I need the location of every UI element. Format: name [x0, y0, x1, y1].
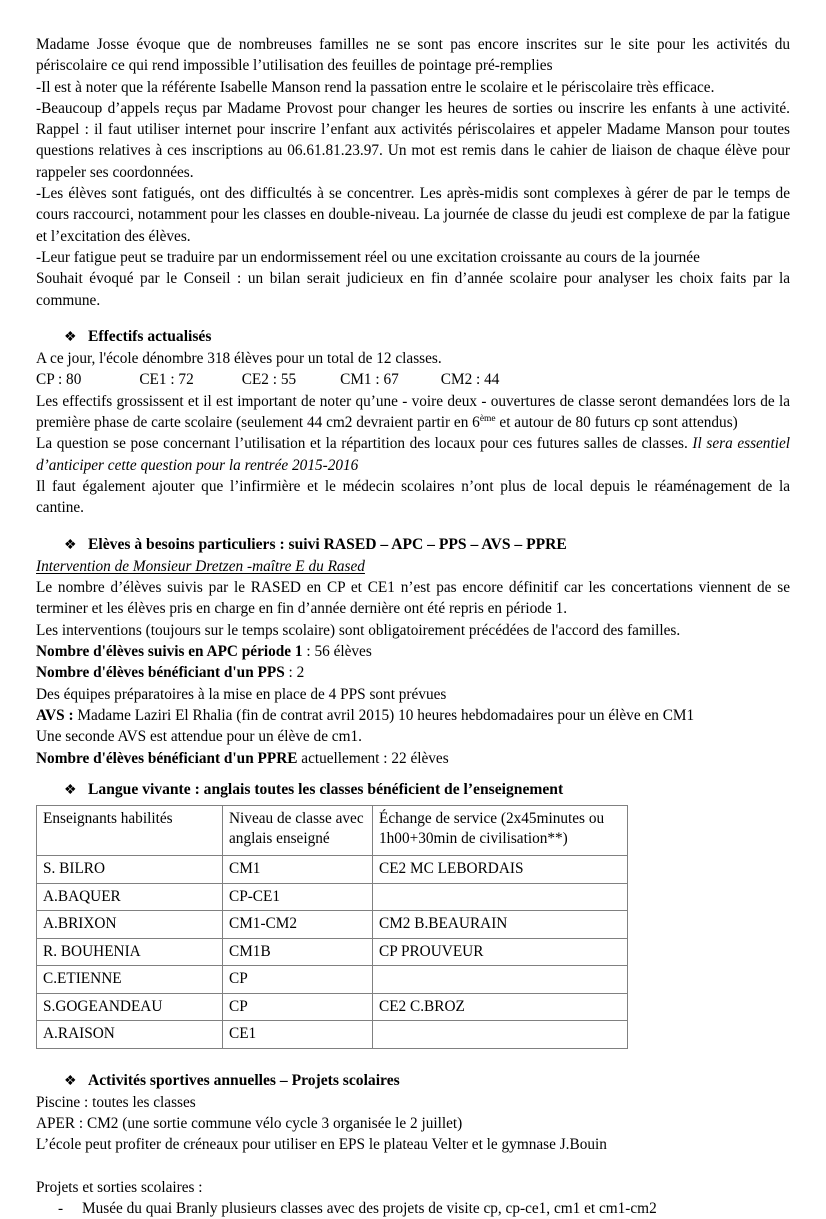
spacer-before-effectifs — [36, 311, 790, 326]
column-header-exchange: Échange de service (2x45minutes ou 1h00+30min de civilisation**) — [373, 806, 628, 856]
cell-exchange: CE2 MC LEBORDAIS — [373, 856, 628, 884]
activites-heading-label: Activités sportives annuelles – Projets scolaires — [88, 1071, 400, 1089]
projets-title: Projets et sorties scolaires : — [36, 1178, 203, 1196]
effectifs-growth-superscript: ème — [479, 413, 496, 424]
section-activites-sportives — [36, 1070, 790, 1219]
table-header-row — [37, 806, 628, 856]
effectifs-total-line: A ce jour, l'école dénombre 318 élèves pour un total de 12 classes. — [36, 350, 442, 368]
besoins-avs-line — [36, 705, 790, 726]
effectifs-growth-part1: Les effectifs grossissent et il est important de noter qu’une - voire deux - ouvertures de classe seront demandées lors de la première phase de carte scolaire (seulement 44 cm2 devraient partir en 6 — [36, 392, 790, 432]
besoins-ppre-line — [36, 748, 790, 769]
besoins-seconde-avs-paragraph: Une seconde AVS est attendue pour un élève de cm1. — [36, 728, 362, 746]
cell-level: CP — [223, 993, 373, 1021]
cell-teacher: S.GOGEANDEAU — [37, 993, 223, 1021]
section-effectifs — [36, 326, 790, 519]
langue-heading — [36, 779, 790, 801]
table-row — [37, 966, 628, 994]
bullet-diamond-icon: ❖ — [64, 537, 77, 553]
cell-exchange — [373, 883, 628, 911]
intro-paragraph-4: -Les élèves sont fatigués, ont des difficultés à se concentrer. Les après-midis sont complexes à gérer de par le temps de cours raccourci, notamment pour les classes en double-niveau. La journée de classe du jeudi est complexe de par la fatigue et l’excitation des élèves. — [36, 185, 790, 245]
cell-exchange — [373, 966, 628, 994]
locaux-italic-text: Il sera essentiel d’anticiper cette question pour la rentrée 2015-2016 — [36, 435, 790, 474]
cell-teacher: C.ETIENNE — [37, 966, 223, 994]
cell-exchange: CE2 C.BROZ — [373, 993, 628, 1021]
intro-paragraph-3: -Beaucoup d’appels reçus par Madame Provost pour changer les heures de sorties ou inscrire les enfants à une activité. Rappel : il faut utiliser internet pour inscrire l’enfant aux activités périscolaires et appeler Madame Manson pour toutes questions relatives à ces inscriptions au 06.61.81.23.97. Un mot est remis dans le cahier de liaison de chaque élève pour rappeler ses coordonnées. — [36, 99, 790, 181]
cell-level: CM1 — [223, 856, 373, 884]
besoins-heading — [36, 534, 790, 556]
ppre-value: actuellement : 22 élèves — [297, 749, 449, 767]
apc-label: Nombre d'élèves suivis en APC période 1 — [36, 643, 303, 661]
intro-paragraph-5: -Leur fatigue peut se traduire par un endormissement réel ou une excitation croissante au cours de la journée — [36, 248, 700, 266]
pps-value: : 2 — [284, 664, 305, 682]
besoins-equipes-paragraph: Des équipes préparatoires à la mise en place de 4 PPS sont prévues — [36, 685, 447, 703]
cell-teacher: A.BRIXON — [37, 911, 223, 939]
besoins-interventions-paragraph: Les interventions (toujours sur le temps scolaire) sont obligatoirement précédées de l'accord des familles. — [36, 621, 681, 639]
level-ce1: CE1 : 72 — [139, 371, 194, 389]
besoins-pps-line — [36, 662, 790, 683]
level-cm2: CM2 : 44 — [440, 371, 500, 389]
table-row — [37, 883, 628, 911]
effectifs-heading — [36, 326, 790, 348]
besoins-apc-line — [36, 641, 790, 662]
cell-level: CE1 — [223, 1021, 373, 1049]
locaux-normal-text: La question se pose concernant l’utilisation et la répartition des locaux pour ces futures salles de classes. — [36, 435, 693, 453]
cell-level: CP — [223, 966, 373, 994]
effectifs-growth-paragraph — [36, 391, 790, 434]
bullet-diamond-icon: ❖ — [64, 1073, 77, 1089]
column-header-teachers: Enseignants habilités — [37, 806, 223, 856]
table-row — [37, 1021, 628, 1049]
bullet-diamond-icon: ❖ — [64, 782, 77, 798]
besoins-intervention-line — [36, 556, 790, 577]
table-row — [37, 856, 628, 884]
apc-value: : 56 élèves — [302, 643, 372, 661]
spacer-before-projets — [36, 1156, 790, 1177]
intro-paragraph-2: -Il est à noter que la référente Isabelle Manson rend la passation entre le scolaire et le périscolaire très efficace. — [36, 78, 715, 96]
column-header-level: Niveau de classe avec anglais enseigné — [223, 806, 373, 856]
cell-level: CP-CE1 — [223, 883, 373, 911]
spacer-before-langue — [36, 769, 790, 779]
list-item — [36, 1198, 790, 1219]
section-langue-vivante — [36, 779, 790, 1049]
cell-teacher: A.RAISON — [37, 1021, 223, 1049]
effectifs-infirmiere-paragraph: Il faut également ajouter que l’infirmière et le médecin scolaires n’ont plus de local depuis le réaménagement de la cantine. — [36, 477, 790, 517]
cell-exchange — [373, 1021, 628, 1049]
table-row — [37, 911, 628, 939]
effectifs-locaux-paragraph — [36, 433, 790, 476]
intro-paragraph-1: Madame Josse évoque que de nombreuses familles ne se sont pas encore inscrites sur le site pour les activités du périscolaire ce qui rend impossible l’utilisation des feuilles de pointage pré-remplies — [36, 36, 790, 75]
ppre-label: Nombre d'élèves bénéficiant d'un PPRE — [36, 749, 298, 767]
cell-teacher: A.BAQUER — [37, 883, 223, 911]
table-row — [37, 993, 628, 1021]
list-item-label: Musée du quai Branly plusieurs classes avec des projets de visite cp, cp-ce1, cm1 et cm1-cm2 — [82, 1200, 657, 1218]
intervention-text: Intervention de Monsieur Dretzen -maître E du Rased — [36, 557, 365, 575]
avs-value: Madame Laziri El Rhalia (fin de contrat avril 2015) 10 heures hebdomadaires pour un élève en CM1 — [73, 706, 695, 724]
level-cm1: CM1 : 67 — [340, 371, 399, 389]
intro-section — [36, 34, 790, 311]
besoins-rased-paragraph: Le nombre d’élèves suivis par le RASED en CP et CE1 n’est pas encore définitif car les concertations viennent de se terminer et les élèves pris en charge en fin d’année dernière ont été repris en période 1. — [36, 579, 790, 618]
intro-paragraph-6: Souhait évoqué par le Conseil : un bilan serait judicieux en fin d’année scolaire pour analyser les choix faits par la commune. — [36, 270, 790, 309]
bullet-diamond-icon: ❖ — [64, 329, 77, 345]
english-teachers-table — [36, 805, 628, 1049]
pps-label: Nombre d'élèves bénéficiant d'un PPS — [36, 664, 285, 682]
section-besoins-particuliers — [36, 534, 790, 769]
effectifs-heading-label: Effectifs actualisés — [88, 327, 212, 345]
langue-heading-label: Langue vivante : anglais toutes les classes bénéficient de l’enseignement — [88, 780, 564, 798]
activites-heading — [36, 1070, 790, 1092]
dash-marker-icon: - — [58, 1200, 64, 1218]
cell-exchange: CM2 B.BEAURAIN — [373, 911, 628, 939]
cell-level: CM1B — [223, 938, 373, 966]
besoins-heading-label: Elèves à besoins particuliers : suivi RASED – APC – PPS – AVS – PPRE — [88, 535, 567, 553]
effectifs-levels-row — [36, 369, 790, 390]
activites-line-creneaux: L’école peut profiter de créneaux pour utiliser en EPS le plateau Velter et le gymnase J.Bouin — [36, 1136, 607, 1154]
level-ce2: CE2 : 55 — [241, 371, 297, 389]
cell-teacher: S. BILRO — [37, 856, 223, 884]
avs-label: AVS : — [36, 706, 74, 724]
spacer-before-besoins — [36, 519, 790, 534]
activites-line-piscine: Piscine : toutes les classes — [36, 1093, 196, 1111]
effectifs-growth-part2: et autour de 80 futurs cp sont attendus) — [495, 414, 738, 432]
cell-exchange: CP PROUVEUR — [373, 938, 628, 966]
table-row — [37, 938, 628, 966]
level-cp: CP : 80 — [36, 371, 82, 389]
activites-line-aper: APER : CM2 (une sortie commune vélo cycle 3 organisée le 2 juillet) — [36, 1115, 463, 1133]
cell-level: CM1-CM2 — [223, 911, 373, 939]
cell-teacher: R. BOUHENIA — [37, 938, 223, 966]
spacer-before-activites — [36, 1049, 790, 1070]
